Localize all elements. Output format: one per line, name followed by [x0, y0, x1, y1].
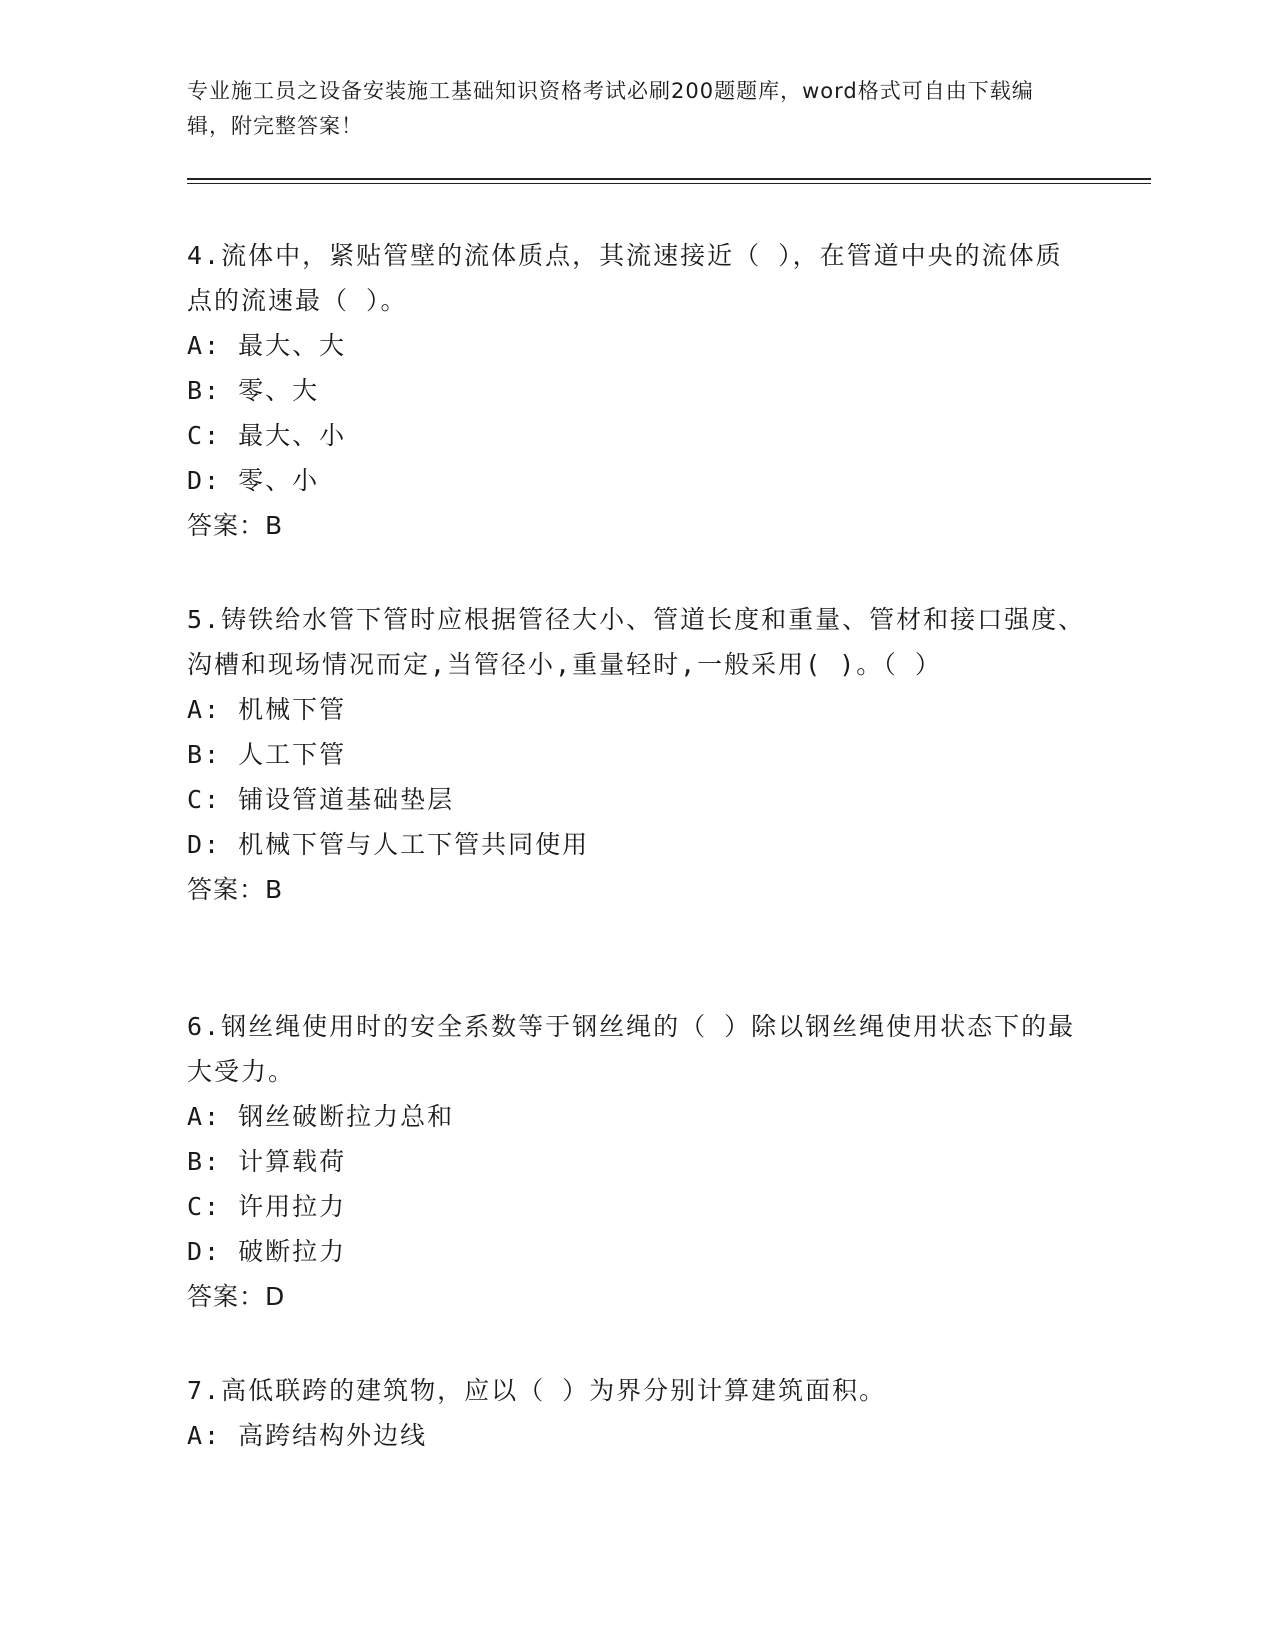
question-text: 4.流体中，紧贴管壁的流体质点，其流速接近（ ），在管道中央的流体质点的流速最（ ）。 — [187, 241, 1063, 315]
question-text: 7.高低联跨的建筑物，应以（ ）为界分别计算建筑面积。 — [187, 1376, 887, 1405]
document-header: 专业施工员之设备安装施工基础知识资格考试必刷200题题库，word格式可自由下载编辑，附完整答案！ — [187, 79, 1034, 138]
question-text: 5.铸铁给水管下管时应根据管径大小、管道长度和重量、管材和接口强度、沟槽和现场情况而定,当管径小,重量轻时,一般采用( )。（ ） — [187, 605, 1086, 679]
question-block — [187, 1368, 1087, 1458]
answer-text: 答案：B — [187, 511, 284, 540]
option-b: B: 零、大 — [187, 376, 320, 405]
option-a: A: 钢丝破断拉力总和 — [187, 1102, 455, 1131]
option-c: C: 最大、小 — [187, 421, 347, 450]
option-c: C: 铺设管道基础垫层 — [187, 785, 455, 814]
option-b: B: 计算载荷 — [187, 1147, 347, 1176]
answer-text: 答案：B — [187, 875, 284, 904]
header-divider — [187, 178, 1151, 180]
option-b: B: 人工下管 — [187, 740, 347, 769]
option-d: D: 破断拉力 — [187, 1237, 347, 1266]
question-block — [187, 1004, 1087, 1319]
option-a: A: 高跨结构外边线 — [187, 1421, 428, 1450]
question-text: 6.钢丝绳使用时的安全系数等于钢丝绳的（ ）除以钢丝绳使用状态下的最大受力。 — [187, 1012, 1076, 1086]
option-d: D: 机械下管与人工下管共同使用 — [187, 830, 590, 859]
question-block — [187, 233, 1087, 548]
option-a: A: 最大、大 — [187, 331, 347, 360]
option-c: C: 许用拉力 — [187, 1192, 347, 1221]
header-divider-thin — [187, 183, 1151, 184]
option-d: D: 零、小 — [187, 466, 320, 495]
question-block — [187, 597, 1087, 912]
option-a: A: 机械下管 — [187, 695, 347, 724]
answer-text: 答案：D — [187, 1282, 286, 1311]
